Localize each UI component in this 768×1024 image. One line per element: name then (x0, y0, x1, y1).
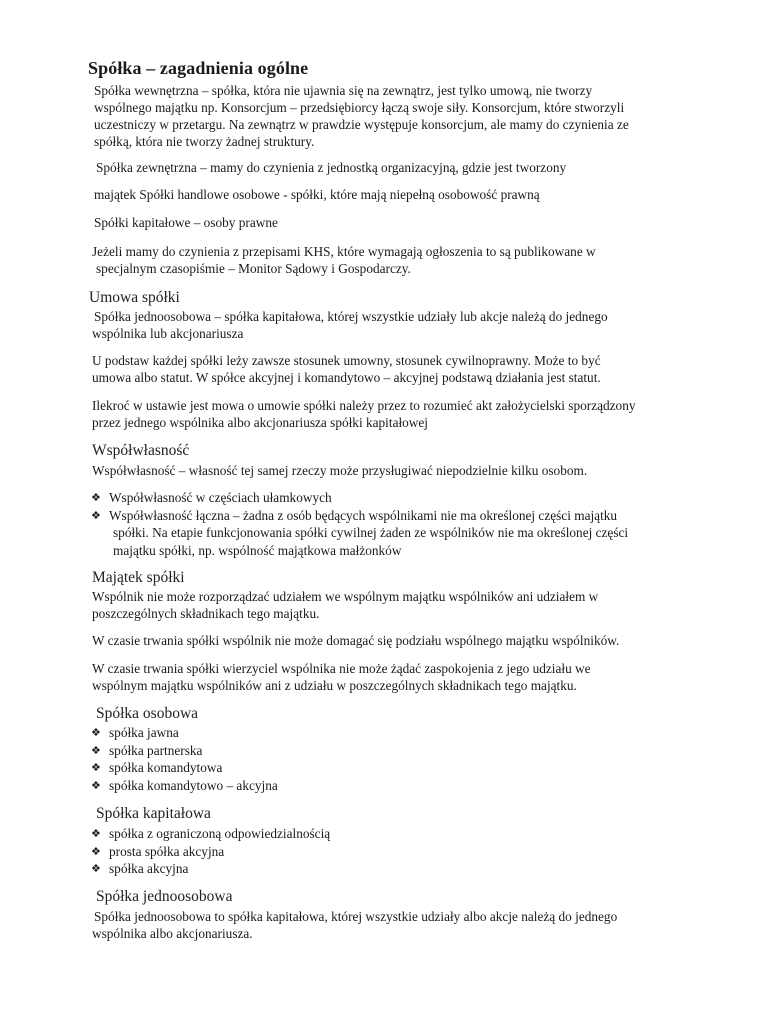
text-line: spółka akcyjna (109, 861, 189, 876)
text-line: prosta spółka akcyjna (109, 843, 225, 859)
intro-paragraph-1 (94, 82, 684, 150)
jednoosobowa-paragraph-1 (92, 908, 682, 942)
text-line: Spółka jednoosobowa – spółka kapitałowa, której wszystkie udziały lub akcje należą do jednego (94, 309, 608, 324)
four-diamond-icon: ❖ (91, 726, 101, 739)
text-line: Spółka wewnętrzna – spółka, która nie ujawnia się na zewnątrz, jest tylko umową, nie tworzy (94, 83, 593, 98)
text-line: W czasie trwania spółki wierzyciel wspólnika nie może żądać zaspokojenia z jego udziału we (92, 661, 591, 676)
section-heading-majatek: Majątek spółki (92, 569, 185, 586)
osobowa-bullet-list (91, 724, 278, 794)
text-line: Współwłasność – własność tej samej rzeczy może przysługiwać niepodzielnie kilku osobom. (92, 463, 588, 478)
majatek-paragraph-2 (92, 632, 682, 649)
list-item (91, 759, 278, 777)
text-line: wspólnika lub akcjonariusza (92, 326, 244, 341)
text-line: Współwłasność łączna – żadna z osób będących wspólnikami nie ma określonej części majątku (109, 507, 618, 523)
majatek-paragraph-3 (92, 660, 682, 694)
text-line: Spółka jednoosobowa to spółka kapitałowa, której wszystkie udziały albo akcje należą do jednego (94, 909, 618, 924)
list-item (91, 843, 330, 861)
text-line: majątku spółki, np. wspólność majątkowa małżonków (113, 542, 402, 558)
section-heading-osobowa: Spółka osobowa (96, 705, 199, 722)
four-diamond-icon: ❖ (91, 844, 101, 858)
list-item (91, 825, 330, 843)
wspolwlasnosc-paragraph-1 (92, 462, 682, 479)
text-line: W czasie trwania spółki wspólnik nie może domagać się podziału wspólnego majątku wspólników. (92, 633, 620, 648)
four-diamond-icon: ❖ (91, 508, 101, 522)
list-item (91, 489, 628, 507)
text-line: spółka komandytowa (109, 760, 223, 775)
list-item (91, 724, 278, 742)
text-line: umowa albo statut. W spółce akcyjnej i komandytowo – akcyjnej podstawą działania jest statut. (92, 370, 601, 385)
section-heading-jednoosobowa: Spółka jednoosobowa (96, 888, 233, 905)
intro-paragraph-4 (94, 214, 684, 231)
section-heading-kapitalowa: Spółka kapitałowa (96, 805, 211, 822)
text-line: spółka jawna (109, 725, 179, 740)
intro-paragraph-3 (94, 186, 684, 203)
list-item (91, 777, 278, 795)
text-line: spółki. Na etapie funkcjonowania spółki cywilnej żaden ze wspólników nie ma określonej części (113, 525, 629, 540)
umowa-paragraph-2 (92, 352, 682, 386)
text-line: Wspólnik nie może rozporządzać udziałem we wspólnym majątku wspólników ani udziałem w (92, 589, 599, 604)
text-line: spółka komandytowo – akcyjna (109, 777, 278, 793)
wspolwlasnosc-bullet-list (91, 489, 628, 559)
list-item (91, 507, 628, 560)
text-line: majątek Spółki handlowe osobowe - spółki, które mają niepełną osobowość prawną (94, 187, 540, 202)
four-diamond-icon: ❖ (91, 491, 101, 504)
four-diamond-icon: ❖ (91, 827, 101, 840)
text-line: wspólnym majątku wspólników ani z udziału w poszczególnych składnikach tego majątku. (92, 678, 577, 693)
text-line: wspólnika albo akcjonariusza. (92, 926, 253, 941)
text-line: Spółki kapitałowe – osoby prawne (94, 215, 278, 230)
list-item (91, 742, 278, 760)
intro-paragraph-5 (92, 243, 682, 277)
four-diamond-icon: ❖ (91, 778, 101, 792)
kapitalowa-bullet-list (91, 825, 330, 878)
text-line: specjalnym czasopiśmie – Monitor Sądowy i Gospodarczy. (96, 261, 411, 276)
text-line: spółka partnerska (109, 742, 203, 758)
text-line: Ilekroć w ustawie jest mowa o umowie spółki należy przez to rozumieć akt założycielski sporządzony (92, 398, 636, 413)
text-line: spółką, która nie tworzy żadnej struktury. (94, 134, 315, 149)
text-line: Jeżeli mamy do czynienia z przepisami KHS, które wymagają ogłoszenia to są publikowane w (92, 244, 596, 259)
four-diamond-icon: ❖ (91, 743, 101, 757)
umowa-paragraph-1 (92, 308, 682, 342)
text-line: uczestniczy w przetargu. Na zewnątrz w prawdzie występuje konsorcjum, ale mamy do czynienia ze (94, 117, 629, 132)
text-line: wspólnego majątku np. Konsorcjum – przedsiębiorcy łączą swoje siły. Konsorcjum, które stworzyli (94, 100, 625, 115)
document-title: Spółka – zagadnienia ogólne (88, 58, 309, 78)
umowa-paragraph-3 (92, 397, 682, 431)
text-line: Spółka zewnętrzna – mamy do czynienia z jednostką organizacyjną, gdzie jest tworzony (96, 160, 567, 175)
text-line: spółka z ograniczoną odpowiedzialnością (109, 826, 331, 841)
four-diamond-icon: ❖ (91, 761, 101, 774)
text-line: przez jednego wspólnika albo akcjonariusza spółki kapitałowej (92, 415, 429, 430)
majatek-paragraph-1 (92, 588, 682, 622)
four-diamond-icon: ❖ (91, 862, 101, 875)
section-heading-umowa: Umowa spółki (89, 289, 180, 306)
text-line: U podstaw każdej spółki leży zawsze stosunek umowny, stosunek cywilnoprawny. Może to być (92, 353, 601, 368)
text-line: Współwłasność w częściach ułamkowych (109, 490, 332, 505)
text-line: poszczególnych składnikach tego majątku. (92, 606, 320, 621)
intro-paragraph-2 (96, 159, 686, 176)
list-item (91, 860, 330, 878)
section-heading-wspolwlasnosc: Współwłasność (92, 442, 190, 459)
